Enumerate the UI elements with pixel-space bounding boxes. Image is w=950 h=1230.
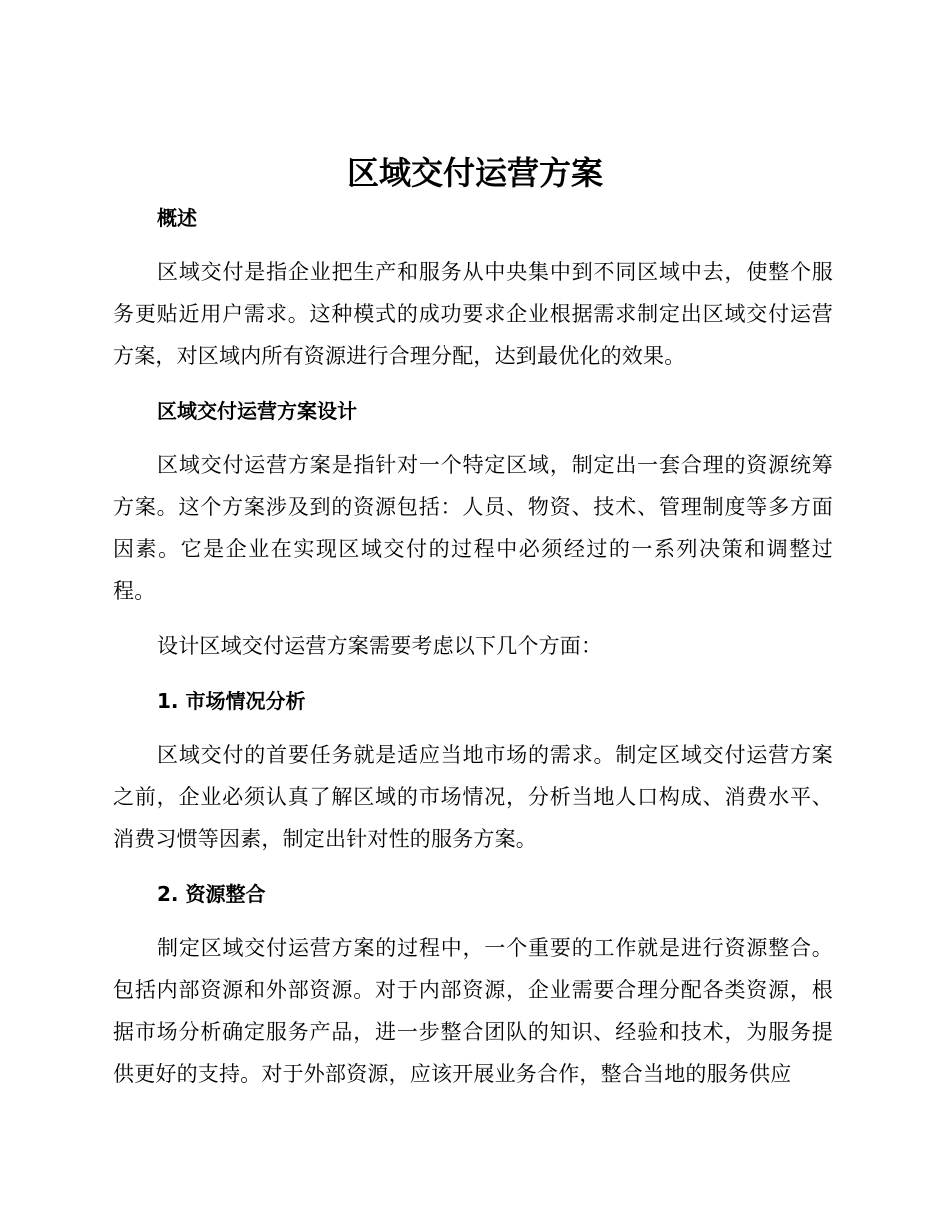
paragraph-market-analysis: 区域交付的首要任务就是适应当地市场的需求。制定区域交付运营方案之前，企业必须认真了解区域的市场情况，分析当地人口构成、消费水平、消费习惯等因素，制定出针对性的服务方案。 (113, 743, 833, 851)
paragraph-design-definition: 区域交付运营方案是指针对一个特定区域，制定出一套合理的资源统筹方案。这个方案涉及到的资源包括：人员、物资、技术、管理制度等多方面因素。它是企业在实现区域交付的过程中必须经过的一系列决策和调整过程。 (113, 453, 833, 603)
section-heading-design: 区域交付运营方案设计 (157, 399, 357, 423)
paragraph-resource-integration: 制定区域交付运营方案的过程中，一个重要的工作就是进行资源整合。包括内部资源和外部资源。对于内部资源，企业需要合理分配各类资源，根据市场分析确定服务产品，进一步整合团队的知识、经验和技术，为服务提供更好的支持。对于外部资源，应该开展业务合作，整合当地的服务供应 (113, 936, 833, 1086)
section-heading-resource-integration: 2. 资源整合 (157, 882, 266, 906)
paragraph-design-aspects: 设计区域交付运营方案需要考虑以下几个方面： (157, 634, 603, 658)
section-heading-market-analysis: 1. 市场情况分析 (157, 689, 306, 713)
document-body (113, 197, 833, 1095)
document-title: 区域交付运营方案 (346, 154, 603, 192)
section-heading-overview: 概述 (157, 206, 197, 230)
paragraph-overview: 区域交付是指企业把生产和服务从中央集中到不同区域中去，使整个服务更贴近用户需求。这种模式的成功要求企业根据需求制定出区域交付运营方案，对区域内所有资源进行合理分配，达到最优化的效果。 (113, 260, 833, 368)
